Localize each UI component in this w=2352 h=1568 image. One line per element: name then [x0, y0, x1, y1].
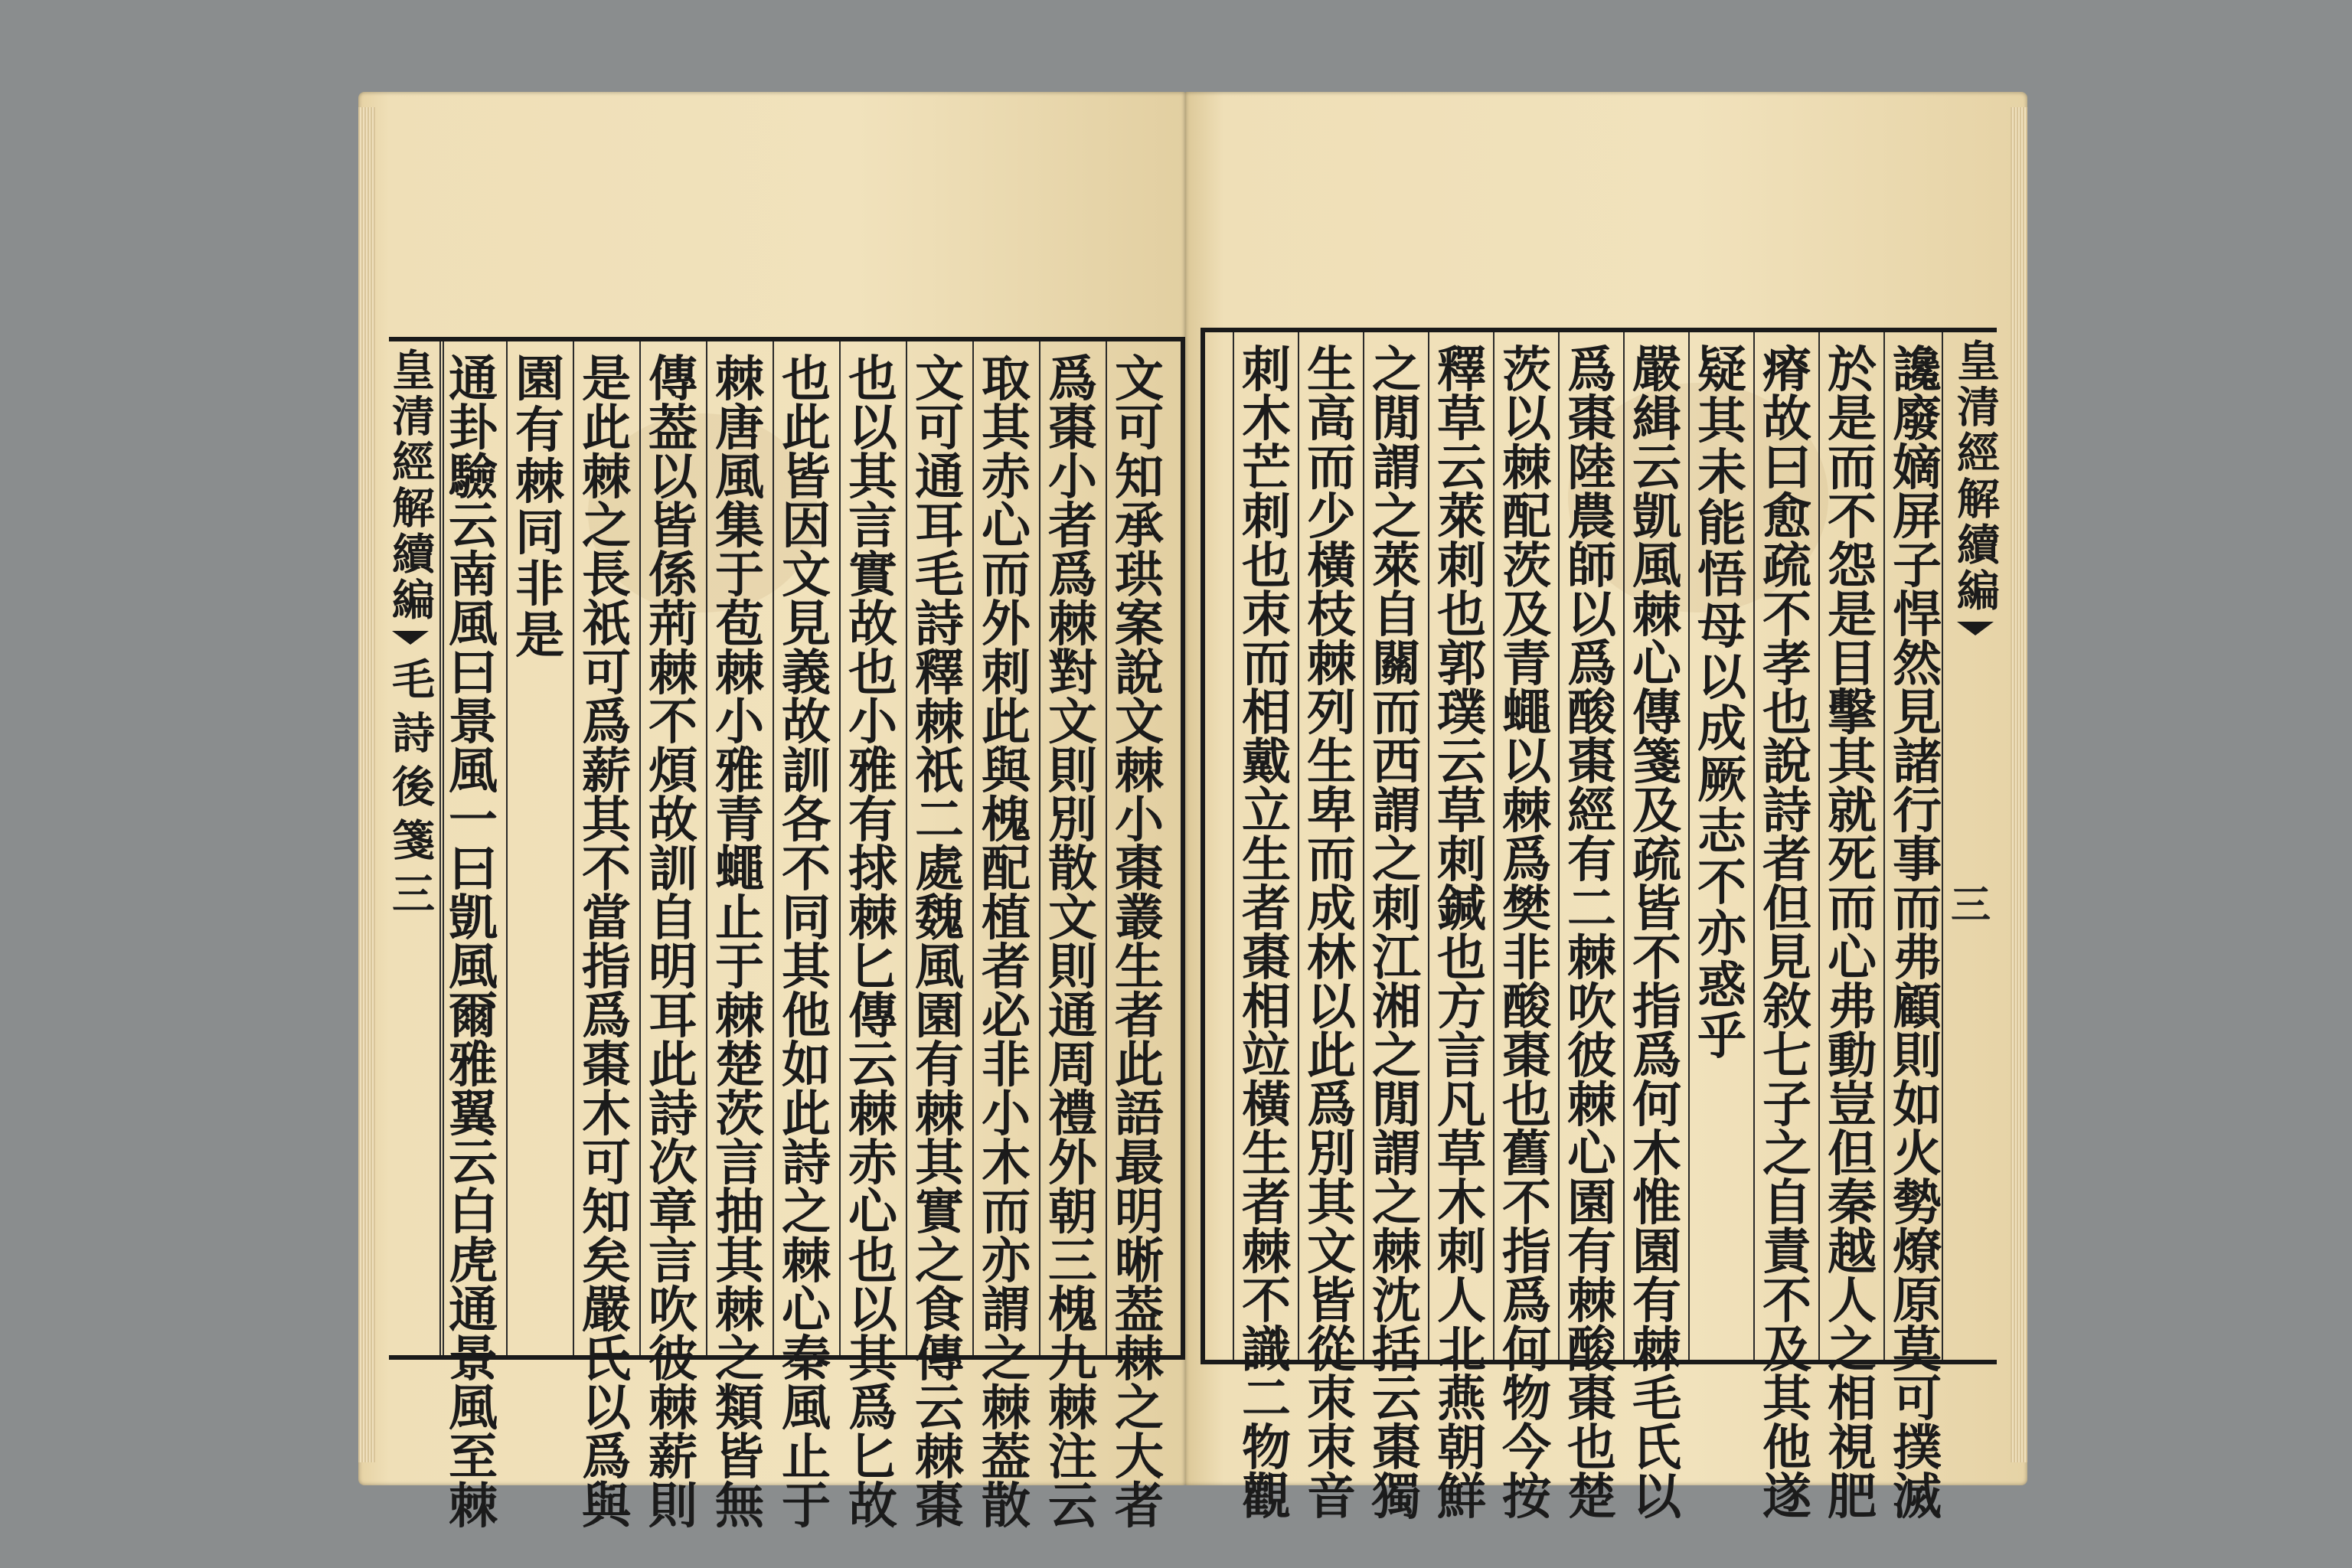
column-rule [1623, 332, 1625, 1360]
text-column: 釋 草 云 萊 刺 也 郭 璞 云 草 刺 鍼 也 方 言 凡 草 木 刺 人 北 燕 朝 鮮 [1437, 341, 1486, 1526]
section-title: 毛詩後箋三 [385, 657, 436, 925]
fish-tail-icon [1957, 622, 1994, 635]
column-rule [839, 341, 841, 1355]
text-column: 文 可 通 耳 毛 詩 釋 棘 祇 二 處 魏 風 園 有 棘 其 實 之 食 傳 云 棘 棗 [915, 351, 964, 1535]
column-rule [1298, 332, 1299, 1360]
text-column: 刺 木 芒 刺 也 朿 而 相 戴 立 生 者 棗 相 竝 橫 生 者 棘 不 識 二 物 觀 [1242, 341, 1291, 1526]
column-rule [1558, 332, 1560, 1360]
text-column: 通 卦 驗 云 南 風 曰 景 風 一 曰 凱 風 爾 雅 翼 云 白 虎 通 景 風 至 棘 [449, 351, 498, 1535]
column-rule [1363, 332, 1364, 1360]
text-column: 茨 以 棘 配 茨 及 青 蠅 以 棘 爲 樊 非 酸 棗 也 舊 不 指 爲 何 物 今 按 [1502, 341, 1551, 1526]
text-column: 之 閒 謂 之 萊 自 關 而 西 謂 之 刺 江 湘 之 閒 謂 之 棘 沈 括 云 棗 獨 [1372, 341, 1421, 1526]
text-column: 園 有 棘 同 非 是 [515, 351, 564, 665]
text-column: 也 以 其 言 實 故 也 小 雅 有 捄 棘 匕 傳 云 棘 赤 心 也 以 其 爲 匕 故 [848, 351, 897, 1535]
column-rule [1818, 332, 1820, 1360]
column-rule [1428, 332, 1429, 1360]
column-rule [972, 341, 974, 1355]
page-edges [358, 107, 375, 1462]
book [358, 92, 2027, 1535]
right-page [1185, 92, 2027, 1526]
text-column: 於 是 而 不 怨 是 目 擊 其 就 死 而 心 弗 動 豈 但 秦 越 人 之 相 視 肥 [1828, 341, 1877, 1526]
text-column: 文 可 知 承 珙 案 說 文 棘 小 棗 叢 生 者 此 語 最 明 晰 葢 棘 之 大 者 [1115, 351, 1164, 1535]
text-column: 傳 葢 以 皆 係 荊 棘 不 煩 故 訓 自 明 耳 此 詩 次 章 言 吹 彼 棘 薪 則 [648, 351, 697, 1535]
column-rule [1493, 332, 1494, 1360]
text-column: 棘 唐 風 集 于 苞 棘 小 雅 青 蠅 止 于 棘 楚 茨 言 抽 其 棘 之 類 皆 無 [715, 351, 764, 1535]
text-column: 爲 棗 陸 農 師 以 爲 酸 棗 經 有 二 棘 吹 彼 棘 心 園 有 棘 酸 棗 也 楚 [1567, 341, 1616, 1526]
left-page [358, 92, 1185, 1535]
text-column: 生 高 而 少 橫 枝 棘 列 生 卑 而 成 林 以 此 爲 別 其 文 皆 從 朿 朿 音 [1307, 341, 1356, 1526]
right-text-frame [1200, 328, 2001, 1526]
book-title: 皇清經解續編 [1950, 338, 2001, 614]
column-rule [1233, 332, 1234, 1360]
column-rule [1039, 341, 1040, 1355]
column-rule [506, 341, 508, 1355]
book-title: 皇清經解續編 [385, 348, 436, 623]
column-rule [573, 341, 574, 1355]
text-column: 讒 廢 嫡 屏 子 悍 然 見 諸 行 事 而 弗 顧 則 如 火 勢 燎 原 莫 可 撲 滅 [1893, 341, 1942, 1526]
column-rule [1942, 332, 1943, 1360]
page-edges [2011, 107, 2027, 1462]
center-column-left [380, 341, 441, 1355]
text-column: 嚴 緝 云 凱 風 棘 心 傳 箋 及 疏 皆 不 指 爲 何 木 惟 園 有 棘 毛 氏 以 [1632, 341, 1681, 1526]
column-rule [1106, 341, 1107, 1355]
column-rule [439, 341, 441, 1355]
page-number: 三 [1951, 882, 1991, 929]
column-rule [639, 341, 641, 1355]
text-column: 瘠 故 曰 愈 疏 不 孝 也 說 詩 者 但 見 敘 七 子 之 自 責 不 及 其 他 遂 [1762, 341, 1811, 1526]
center-column-right [1945, 332, 2006, 1360]
column-rule [1883, 332, 1885, 1360]
column-rule [773, 341, 774, 1355]
column-rule [706, 341, 707, 1355]
left-text-frame [385, 337, 1185, 1535]
column-rule [1753, 332, 1755, 1360]
text-column: 也 此 皆 因 文 見 義 故 訓 各 不 同 其 他 如 此 詩 之 棘 心 秦 風 止 于 [782, 351, 831, 1535]
text-column: 爲 棗 小 者 爲 棘 對 文 則 別 散 文 則 通 周 禮 外 朝 三 槐 九 棘 注 云 [1048, 351, 1097, 1535]
text-column: 疑 其 未 能 悟 母 以 成 厥 志 不 亦 惑 乎 [1697, 341, 1746, 1066]
fish-tail-icon [392, 631, 429, 645]
column-rule [906, 341, 907, 1355]
column-rule [1688, 332, 1690, 1360]
text-column: 是 此 棘 之 長 祇 可 爲 薪 其 不 當 指 爲 棗 木 可 知 矣 嚴 氏 以 爲 與 [582, 351, 631, 1535]
text-column: 取 其 赤 心 而 外 刺 此 與 槐 配 植 者 必 非 小 木 而 亦 謂 之 棘 葢 散 [982, 351, 1031, 1535]
